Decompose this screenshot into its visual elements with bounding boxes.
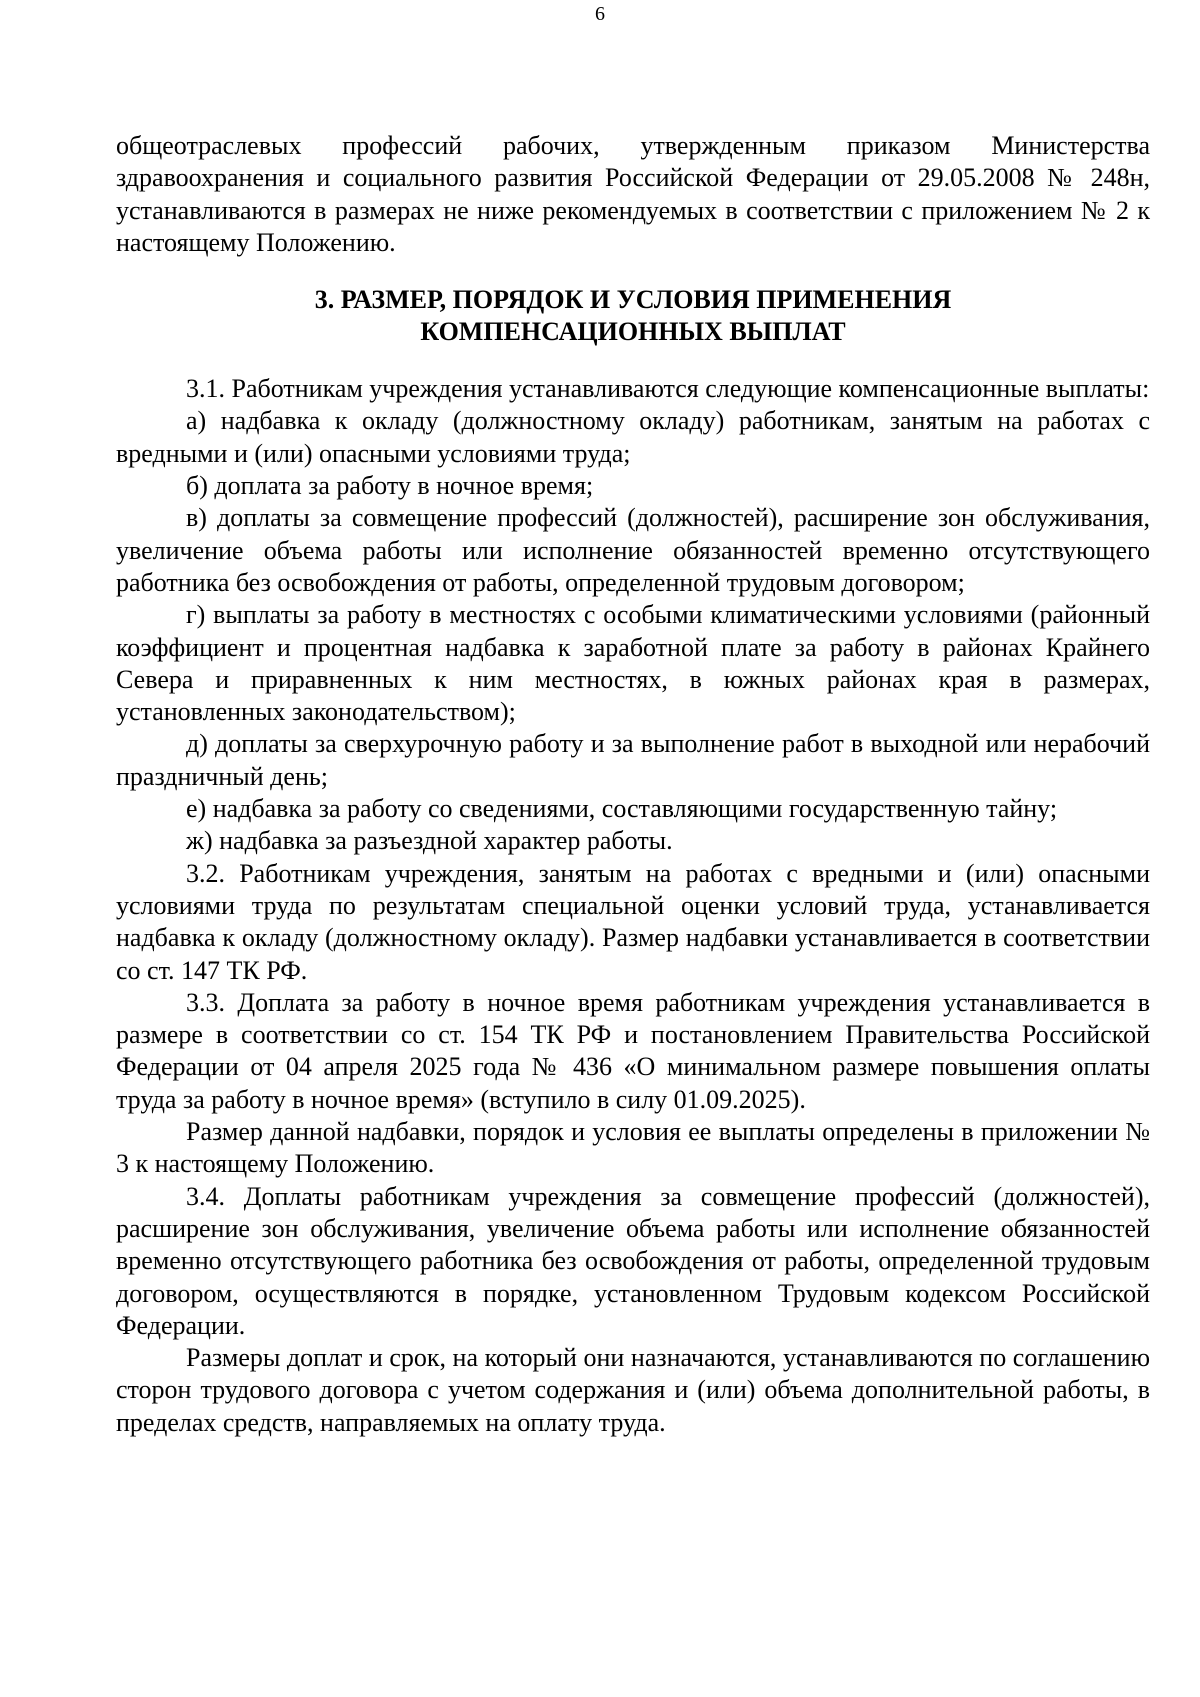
- list-item-b: б) доплата за работу в ночное время;: [186, 471, 594, 501]
- list-item-v: в) доплаты за совмещение профессий (должностей), расширение зон обслуживания, увеличение объема работы или исполнение обязанностей временно отсутствующего работника без освобождения от работы, определенной трудовым договором;: [116, 503, 1150, 597]
- section-heading: [116, 284, 1150, 348]
- list-item-e: е) надбавка за работу со сведениями, составляющими государственную тайну;: [186, 794, 1058, 824]
- paragraph-3-4-amounts: Размеры доплат и срок, на который они назначаются, устанавливаются по соглашению сторон трудового договора с учетом содержания и (или) объема дополнительной работы, в пределах средств, направляемых на оплату труда.: [116, 1343, 1150, 1437]
- list-item-a: а) надбавка к окладу (должностному окладу) работникам, занятым на работах с вредными и (или) опасными условиями труда;: [116, 406, 1150, 468]
- paragraph-3-4: 3.4. Доплаты работникам учреждения за совмещение профессий (должностей), расширение зон обслуживания, увеличение объема работы или исполнение обязанностей временно отсутствующего работника без освобождения от работы, определенной трудовым договором, осуществляются в порядке, установленном Трудовым кодексом Российской Федерации.: [116, 1181, 1150, 1340]
- intro-paragraph: общеотраслевых профессий рабочих, утвержденным приказом Министерства здравоохранения и социального развития Российской Федерации от 29.05.2008 № 248н, устанавливаются в размерах не ниже рекомендуемых в соответствии с приложением № 2 к настоящему Положению.: [116, 131, 1150, 257]
- paragraph-3-1: 3.1. Работникам учреждения устанавливаются следующие компенсационные выплаты:: [186, 374, 1150, 404]
- document-body: [116, 130, 1150, 1439]
- list-item-zh: ж) надбавка за разъездной характер работы.: [186, 826, 673, 856]
- section-heading-line-1: 3. РАЗМЕР, ПОРЯДОК И УСЛОВИЯ ПРИМЕНЕНИЯ: [314, 285, 952, 315]
- page-number: 6: [595, 3, 605, 25]
- paragraph-3-2: 3.2. Работникам учреждения, занятым на работах с вредными и (или) опасными условиями труда по результатам специальной оценки условий труда, устанавливается надбавка к окладу (должностному окладу). Размер надбавки устанавливается в соответствии со ст. 147 ТК РФ.: [116, 858, 1150, 985]
- list-item-g: г) выплаты за работу в местностях с особыми климатическими условиями (районный коэффициент и процентная надбавка к заработной плате за работу в районах Крайнего Севера и приравненных к ним местностях, в южных районах края в размерах, установленных законодательством);: [116, 600, 1150, 727]
- section-heading-line-2: КОМПЕНСАЦИОННЫХ ВЫПЛАТ: [420, 317, 846, 347]
- paragraph-3-3-size: Размер данной надбавки, порядок и условия ее выплаты определены в приложении № 3 к настоящему Положению.: [116, 1117, 1150, 1179]
- paragraph-3-3: 3.3. Доплата за работу в ночное время работникам учреждения устанавливается в размере в соответствии со ст. 154 ТК РФ и постановлением Правительства Российской Федерации от 04 апреля 2025 года № 436 «О минимальном размере повышения оплаты труда за работу в ночное время» (вступило в силу 01.09.2025).: [116, 987, 1150, 1114]
- list-item-d: д) доплаты за сверхурочную работу и за выполнение работ в выходной или нерабочий праздничный день;: [116, 729, 1150, 791]
